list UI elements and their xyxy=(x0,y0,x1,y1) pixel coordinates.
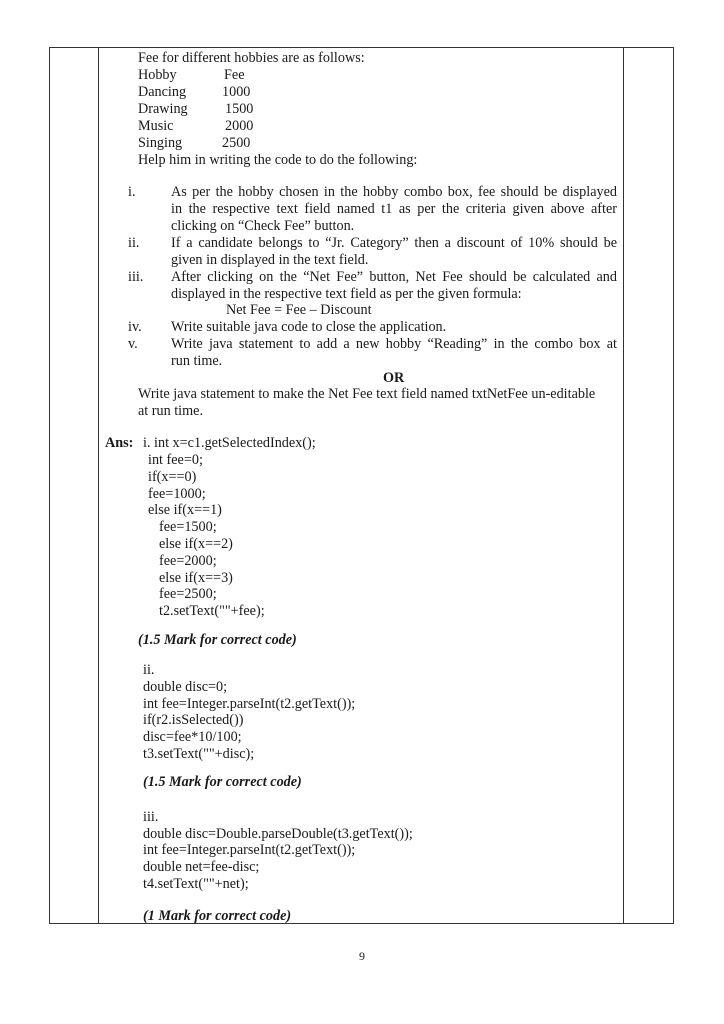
question-text: If a candidate belongs to “Jr. Category” then a discount of 10% should be xyxy=(171,235,617,251)
fee-row-fee: 1500 xyxy=(225,101,254,117)
code-line: t3.setText(""+disc); xyxy=(143,746,255,762)
code-line: t4.setText(""+net); xyxy=(143,876,249,892)
code-line: double disc=Double.parseDouble(t3.getText()); xyxy=(143,826,413,842)
table-frame xyxy=(49,47,674,924)
question-text: Write suitable java code to close the application. xyxy=(171,319,447,335)
code-line: double net=fee-disc; xyxy=(143,859,260,875)
code-line: iii. xyxy=(143,809,159,825)
or-question-text: at run time. xyxy=(138,403,204,419)
question-number: v. xyxy=(128,336,138,352)
intro-text: Fee for different hobbies are as follows: xyxy=(138,50,365,66)
code-line: int fee=Integer.parseInt(t2.getText()); xyxy=(143,696,356,712)
question-text: displayed in the respective text field as per the given formula: xyxy=(171,286,522,302)
question-text: Write java statement to add a new hobby “Reading” in the combo box at xyxy=(171,336,617,352)
fee-table-header-fee: Fee xyxy=(224,67,245,83)
answer-label: Ans: xyxy=(105,435,134,451)
question-number: iv. xyxy=(128,319,142,335)
fee-row-hobby: Dancing xyxy=(138,84,187,100)
code-line: t2.setText(""+fee); xyxy=(159,603,265,619)
code-line: int fee=0; xyxy=(148,452,203,468)
or-question-text: Write java statement to make the Net Fee text field named txtNetFee un-editable xyxy=(138,386,596,402)
help-text: Help him in writing the code to do the following: xyxy=(138,152,418,168)
code-line: fee=2000; xyxy=(159,553,217,569)
code-line: ii. xyxy=(143,662,155,678)
question-text: in the respective text field named t1 as per the criteria given above after xyxy=(171,201,617,217)
code-line: fee=1500; xyxy=(159,519,217,535)
code-line: if(r2.isSelected()) xyxy=(143,712,244,728)
column-divider-right xyxy=(623,47,624,924)
code-line: i. int x=c1.getSelectedIndex(); xyxy=(143,435,316,451)
fee-row-fee: 1000 xyxy=(222,84,251,100)
formula: Net Fee = Fee – Discount xyxy=(226,302,372,318)
fee-row-hobby: Drawing xyxy=(138,101,188,117)
fee-table-header-hobby: Hobby xyxy=(138,67,177,83)
code-line: else if(x==1) xyxy=(148,502,222,518)
marks-note: (1.5 Mark for correct code) xyxy=(143,774,302,790)
code-line: int fee=Integer.parseInt(t2.getText()); xyxy=(143,842,356,858)
code-line: fee=1000; xyxy=(148,486,206,502)
code-line: disc=fee*10/100; xyxy=(143,729,242,745)
question-text: run time. xyxy=(171,353,223,369)
fee-row-hobby: Music xyxy=(138,118,174,134)
fee-row-fee: 2500 xyxy=(222,135,251,151)
marks-note: (1 Mark for correct code) xyxy=(143,908,292,924)
question-text: After clicking on the “Net Fee” button, Net Fee should be calculated and xyxy=(171,269,617,285)
fee-row-hobby: Singing xyxy=(138,135,183,151)
page-number: 9 xyxy=(359,949,365,963)
or-label: OR xyxy=(383,370,405,386)
code-line: double disc=0; xyxy=(143,679,228,695)
code-line: fee=2500; xyxy=(159,586,217,602)
marks-note: (1.5 Mark for correct code) xyxy=(138,632,297,648)
question-number: iii. xyxy=(128,269,144,285)
fee-row-fee: 2000 xyxy=(225,118,254,134)
question-text: As per the hobby chosen in the hobby combo box, fee should be displayed xyxy=(171,184,617,200)
question-text: clicking on “Check Fee” button. xyxy=(171,218,355,234)
code-line: else if(x==2) xyxy=(159,536,233,552)
question-number: i. xyxy=(128,184,136,200)
question-number: ii. xyxy=(128,235,140,251)
question-text: given in displayed in the text field. xyxy=(171,252,369,268)
code-line: if(x==0) xyxy=(148,469,197,485)
code-line: else if(x==3) xyxy=(159,570,233,586)
column-divider-left xyxy=(98,47,99,924)
